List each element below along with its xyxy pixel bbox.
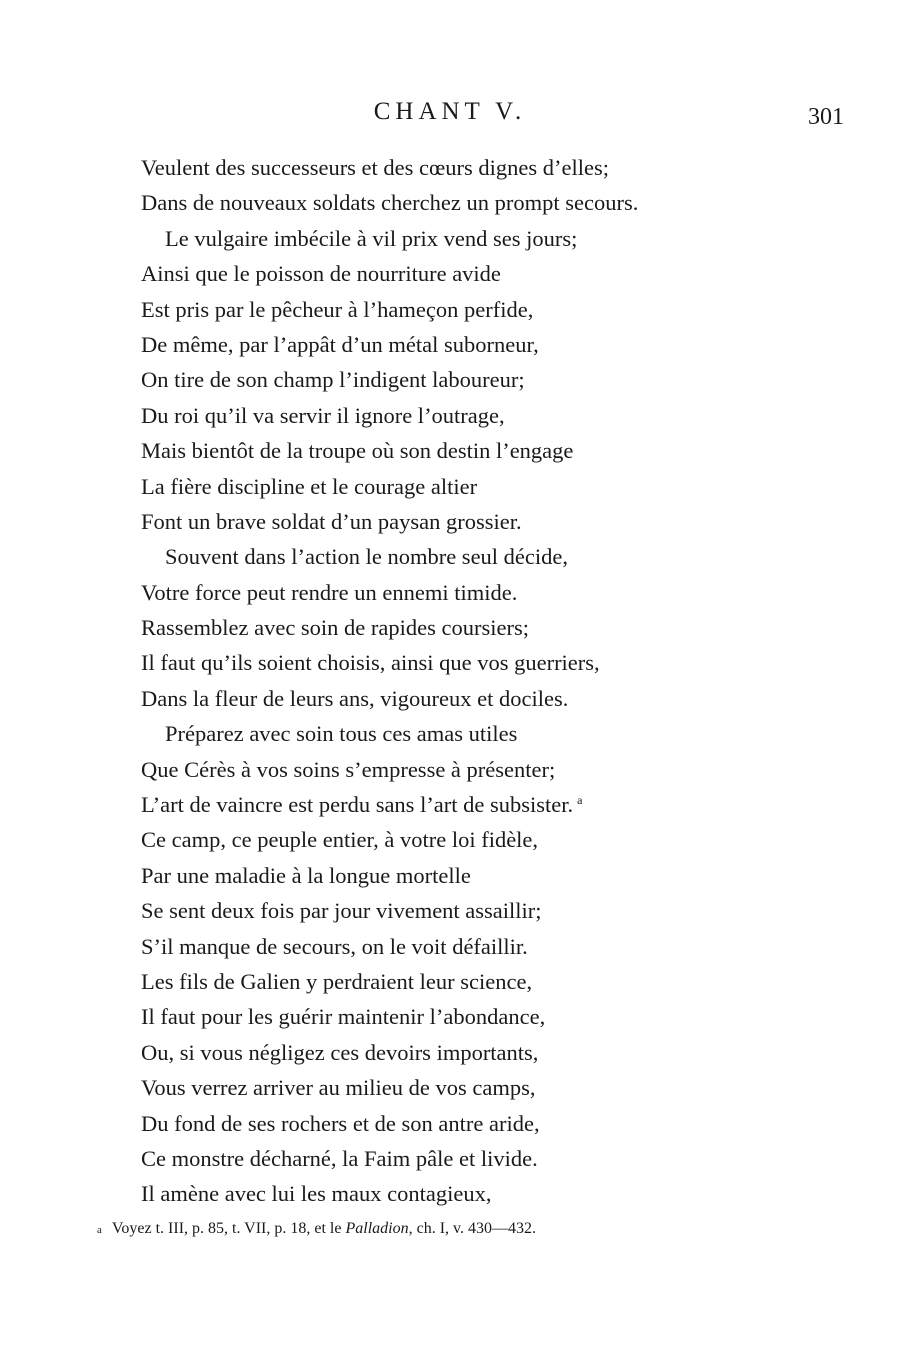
verse-line bbox=[141, 822, 841, 857]
verse-line bbox=[141, 575, 841, 610]
verse-text: On tire de son champ l’indigent laboureur; bbox=[141, 367, 525, 393]
verse-line bbox=[141, 1141, 841, 1176]
verse-text: Font un brave soldat d’un paysan grossier. bbox=[141, 508, 522, 534]
verse-text: Souvent dans l’action le nombre seul décide, bbox=[165, 544, 569, 570]
verse-line bbox=[141, 221, 841, 256]
verse-line bbox=[141, 645, 841, 680]
verse-line bbox=[141, 893, 841, 928]
page-number: 301 bbox=[808, 104, 844, 130]
chapter-title: CHANT V. bbox=[373, 98, 527, 125]
verse-line bbox=[141, 999, 841, 1034]
verse-text: Ou, si vous négligez ces devoirs importants, bbox=[141, 1039, 539, 1065]
verse-text: Du roi qu’il va servir il ignore l’outrage, bbox=[141, 402, 505, 428]
verse-text: S’il manque de secours, on le voit défaillir. bbox=[141, 933, 528, 959]
verse-line bbox=[141, 150, 841, 185]
verse-text: Votre force peut rendre un ennemi timide. bbox=[141, 579, 518, 605]
verse-line bbox=[141, 398, 841, 433]
verse-text: Ce monstre décharné, la Faim pâle et livide. bbox=[141, 1145, 538, 1171]
verse-text: Se sent deux fois par jour vivement assaillir; bbox=[141, 898, 542, 924]
verse-text: Il amène avec lui les maux contagieux, bbox=[141, 1181, 492, 1207]
verse-line bbox=[141, 787, 841, 822]
verse-line bbox=[141, 504, 841, 539]
verse-text: L’art de vaincre est perdu sans l’art de subsister. bbox=[141, 792, 574, 818]
verse-text: Du fond de ses rochers et de son antre aride, bbox=[141, 1110, 540, 1136]
verse-text: Veulent des successeurs et des cœurs dignes d’elles; bbox=[141, 155, 609, 180]
verse-text: Ainsi que le poisson de nourriture avide bbox=[141, 261, 501, 287]
verse-line bbox=[141, 185, 841, 220]
verse-text: Que Cérès à vos soins s’empresse à présenter; bbox=[141, 756, 556, 782]
verse-text: Rassemblez avec soin de rapides coursiers; bbox=[141, 615, 529, 641]
verse-line bbox=[141, 716, 841, 751]
verse-line bbox=[141, 964, 841, 999]
verse-text: Par une maladie à la longue mortelle bbox=[141, 862, 471, 888]
verse-line bbox=[141, 256, 841, 291]
verse-text: De même, par l’appât d’un métal suborneur, bbox=[141, 331, 539, 357]
verse-line bbox=[141, 1176, 841, 1211]
footnote-marker: a bbox=[97, 1224, 102, 1236]
verse-line bbox=[141, 433, 841, 468]
verse-line bbox=[141, 469, 841, 504]
verse-text: Dans la fleur de leurs ans, vigoureux et dociles. bbox=[141, 685, 569, 711]
verse-text: La fière discipline et le courage altier bbox=[141, 473, 478, 499]
verse-text: Il faut qu’ils soient choisis, ainsi que vos guerriers, bbox=[141, 650, 600, 676]
verse-line bbox=[141, 1070, 841, 1105]
verse-text: Ce camp, ce peuple entier, à votre loi fidèle, bbox=[141, 827, 539, 853]
verse-text: Il faut pour les guérir maintenir l’abondance, bbox=[141, 1004, 546, 1030]
verse-line bbox=[141, 929, 841, 964]
verse-text: Dans de nouveaux soldats cherchez un prompt secours. bbox=[141, 190, 639, 216]
footnote-text-after: ch. I, v. 430—432. bbox=[412, 1220, 536, 1237]
verse-block bbox=[141, 150, 841, 1212]
verse-line bbox=[141, 1106, 841, 1141]
verse-line bbox=[141, 858, 841, 893]
verse-text: Les fils de Galien y perdraient leur science, bbox=[141, 968, 533, 994]
verse-line bbox=[141, 362, 841, 397]
verse-text: Le vulgaire imbécile à vil prix vend ses jours; bbox=[165, 225, 578, 251]
verse-text: Préparez avec soin tous ces amas utiles bbox=[165, 721, 518, 747]
verse-line bbox=[141, 1035, 841, 1070]
verse-text: Vous verrez arriver au milieu de vos camps, bbox=[141, 1075, 536, 1101]
verse-line bbox=[141, 752, 841, 787]
footnote bbox=[97, 1220, 536, 1238]
verse-line bbox=[141, 539, 841, 574]
verse-line bbox=[141, 681, 841, 716]
verse-text: Mais bientôt de la troupe où son destin l’engage bbox=[141, 438, 574, 464]
footnote-text-before: Voyez t. III, p. 85, t. VII, p. 18, et le bbox=[111, 1220, 346, 1237]
verse-line bbox=[141, 610, 841, 645]
verse-line bbox=[141, 292, 841, 327]
footnote-italic-title: Palladion, bbox=[345, 1220, 413, 1237]
verse-line bbox=[141, 327, 841, 362]
footnote-reference: a bbox=[577, 792, 583, 807]
verse-text: Est pris par le pêcheur à l’hameçon perfide, bbox=[141, 296, 534, 322]
